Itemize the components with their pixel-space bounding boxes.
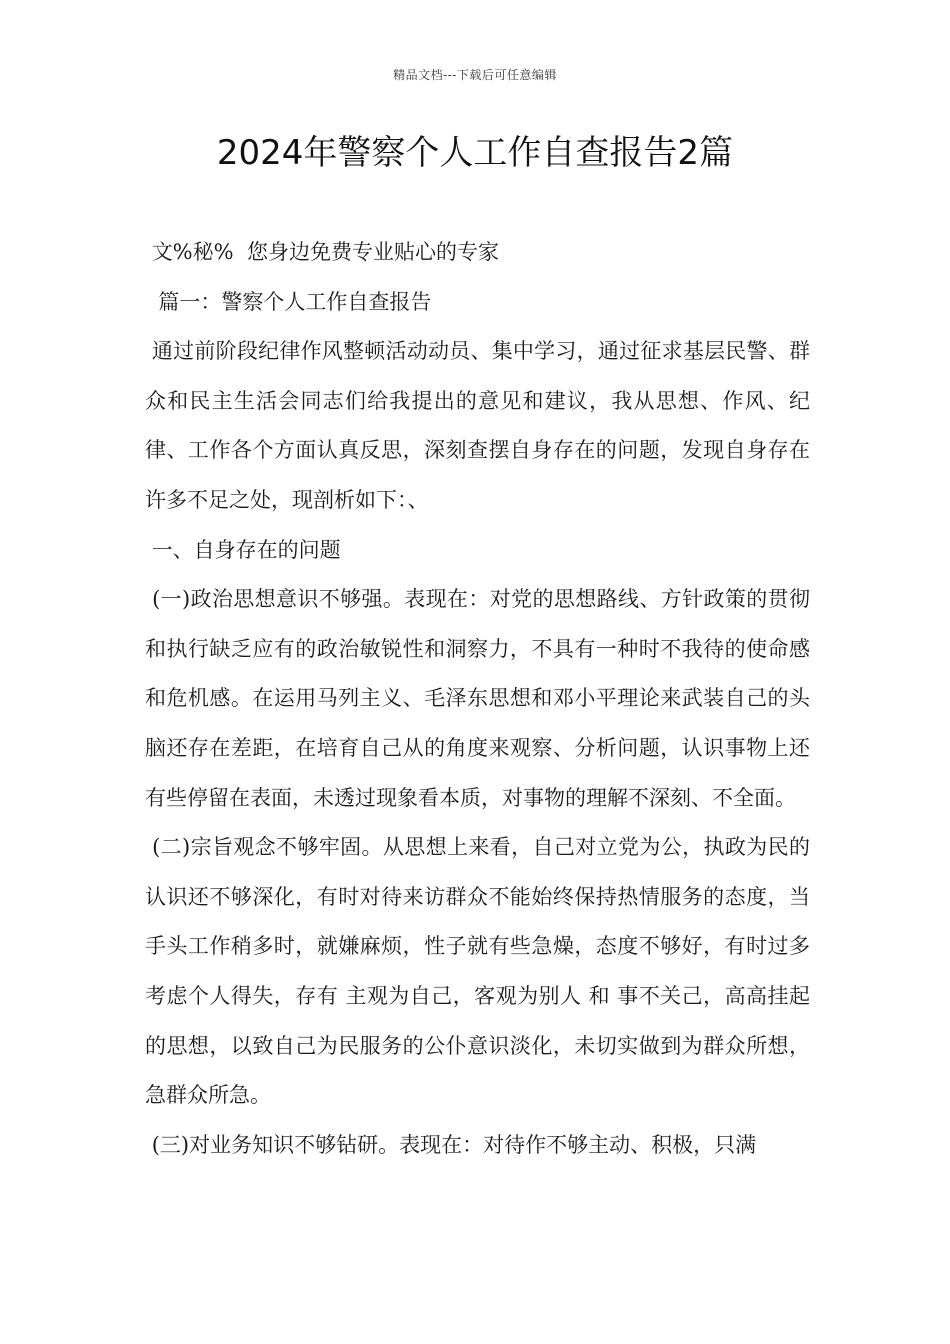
paragraph-purpose-concept: (二)宗旨观念不够牢固。从思想上来看，自己对立党为公，执政为民的认识还不够深化，有时对待来访群众不能始终保持热情服务的态度，当手头工作稍多时，就嫌麻烦，性子就有些急燥，态度不够好，有时过多考虑个人得失，存有 主观为自己，客观为别人 和 事不关己，高高挂起 的思想，以致自己为民服务的公仆意识淡化，未切实做到为群众所想，急群众所急。 <box>145 835 817 1108</box>
heading-problems: 一、自身存在的问题 <box>145 537 341 562</box>
section-heading-part-one: 篇一：警察个人工作自查报告 <box>145 289 432 314</box>
document-title: 2024年警察个人工作自查报告2篇 <box>216 133 734 173</box>
slogan-line: 文%秘% 您身边免费专业贴心的专家 <box>145 240 499 264</box>
paragraph-political-awareness: (一)政治思想意识不够强。表现在：对党的思想路线、方针政策的贯彻和执行缺乏应有的政治敏锐性和洞察力，不具有一种时不我待的使命感和危机感。在运用马列主义、毛泽东思想和邓小平理论来武装自己的头脑还存在差距，在培育自己从的角度来观察、分析问题，认识事物上还有些停留在表面，未透过现象看本质，对事物的理解不深刻、不全面。 <box>145 587 810 810</box>
document-body <box>145 228 817 1170</box>
intro-paragraph: 通过前阶段纪律作风整顿活动动员、集中学习，通过征求基层民警、群众和民主生活会同志们给我提出的意见和建议，我从思想、作风、纪律、工作各个方面认真反思，深刻查摆自身存在的问题，发现自身存在许多不足之处，现剖析如下：、 <box>145 339 810 512</box>
paragraph-business-knowledge: (三)对业务知识不够钻研。表现在：对待作不够主动、积极，只满 <box>145 1132 757 1157</box>
page-header: 精品文档---下载后可任意编辑 <box>393 68 557 82</box>
